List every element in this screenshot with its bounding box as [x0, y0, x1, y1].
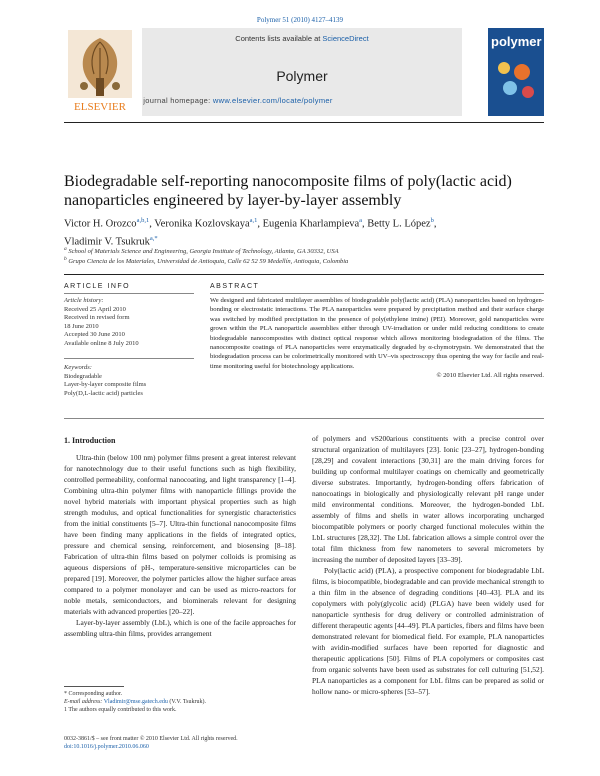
email-label: E-mail address:: [64, 699, 103, 705]
abstract-text: [210, 296, 544, 381]
author-sep: ,: [257, 218, 263, 230]
email-link[interactable]: Vladimir@mse.gatech.edu: [103, 699, 168, 705]
header-rule: [64, 122, 544, 123]
author-name: Victor H. Orozco: [64, 218, 137, 230]
abstract-body: We designed and fabricated multilayer assemblies of biodegradable poly(lactic acid) (PLA) nanoparticles based on hydrogen-bonding or electrostatic interactions. The PLA nanoparticles were prepared by precipitation method and their surface charge was switched by modified precipitation in the presence of poly(ethylene imine) (PEI). Moreover, gold nanoparticles were grown within the PLA nanoparticle assemblies either through UV-irradiation or under mild reducing conditions to create biodegradable nanocomposites with distinct optical response which allows monitoring biodegradation of the films. The nanocomposite coatings of PLA nanoparticles were enzymatically degraded by α-chymotrypsin. We demonstrated that the biodegradation process can be colorimetrically monitored with UV–vis spectroscopy thus opening the way for facile and real-time monitoring useful for biotechnology applications.: [210, 297, 544, 370]
journal-citation: Polymer 51 (2010) 4127–4139: [256, 16, 344, 24]
issn-line: 0032-3861/$ – see front matter © 2010 Elsevier Ltd. All rights reserved.: [64, 736, 238, 742]
author-name: Veronika Kozlovskaya: [154, 218, 250, 230]
author-name: Betty L. López: [367, 218, 431, 230]
paragraph: Layer-by-layer assembly (LbL), which is one of the facile approaches for assembling ultra-thin films, provides arrangement: [64, 618, 296, 638]
history-item: Received 25 April 2010: [64, 305, 126, 313]
footnote-rule: [64, 686, 124, 687]
article-history: [64, 297, 194, 349]
homepage-link[interactable]: www.elsevier.com/locate/polymer: [212, 96, 333, 105]
abstract-heading: ABSTRACT: [210, 283, 260, 290]
article-info-rule: [64, 293, 194, 294]
footnotes: [64, 690, 294, 714]
journal-name: Polymer: [276, 68, 328, 84]
affiliation-text: Grupo Ciencia de los Materiales, Universidad de Antioquia, Calle 62 52 59 Medellín, Antioquia, Colombia: [68, 258, 349, 266]
keywords-label: Keywords:: [64, 364, 92, 371]
author-sup[interactable]: b: [430, 217, 434, 224]
journal-cover: [488, 28, 544, 116]
right-column: [312, 433, 544, 697]
contents-line: [142, 34, 462, 43]
history-label: Article history:: [64, 297, 104, 304]
cover-title: polymer: [491, 34, 542, 49]
author-sep: ,: [149, 218, 155, 230]
affiliation: [64, 246, 544, 255]
history-item: Received in revised form: [64, 314, 130, 322]
homepage-line: [78, 96, 398, 105]
history-item: Available online 8 July 2010: [64, 339, 139, 347]
article-info-heading: ARTICLE INFO: [64, 283, 131, 290]
paragraph: Ultra-thin (below 100 nm) polymer films present a great interest relevant for nanotechnology due to their useful functions such as high flexibility, controlled permeability, conformal nanocoating, and light transparency [1–4]. Combining ultra-thin polymer films with nanoparticle fillings provide the novel hybrid materials with important physical properties such as high strength modulus, and optical functionalities for synergistic characteristics from the initial constituents [5–7]. Ultra-thin functional nanocomposite films have been finding many applications in the fields of integrated optics, pressure and chemical sensing, reinforcement, and biosensing [8–18]. Fabrication of ultra-thin films based on polymer colloids is promising as aqueous dispersions of pH-, temperature-sensitive microparticles can be prepared [19]. Moreover, the polymer particles allow the higher surface areas compared to a polymer monolayer and can be used as micro-reactors for noble metals, semiconductors, and biominerals relevant for designing materials with advanced properties [20–22].: [64, 453, 296, 616]
author-list: [64, 214, 544, 249]
author-sup[interactable]: a,1: [249, 217, 258, 224]
keywords-block: [64, 364, 194, 398]
author-sep: ,: [362, 218, 368, 230]
author-sup[interactable]: a: [359, 217, 363, 224]
affiliation-rule: [64, 274, 544, 275]
corresponding-note: * Corresponding author.: [64, 691, 123, 697]
history-item: Accepted 30 June 2010: [64, 331, 125, 339]
doi-link[interactable]: doi:10.1016/j.polymer.2010.06.060: [64, 744, 149, 750]
section-heading: 1. Introduction: [64, 436, 116, 445]
abstract-rule: [210, 293, 544, 294]
author-name: Vladimir V. Tsukruk: [64, 236, 150, 247]
keyword: Biodegradable: [64, 372, 102, 380]
sciencedirect-link[interactable]: ScienceDirect: [322, 34, 369, 43]
author-name: Eugenia Kharlampieva: [262, 218, 360, 230]
elsevier-logo-text: ELSEVIER: [74, 101, 126, 113]
paragraph: of polymers and vS200arious constituents with a precise control over structural organization of multilayers [23]. Ionic [23–27], hydrogen-bonding [28,29] and covalent interactions [30,31] are the main driving forces for building up conformal multilayer coatings on chemically and geometrically diverse substrates. Importantly, hydrogen-bonding offers fabrication of nanocoatings in biologically and physiologically relevant pH range under mild environmental conditions. Moreover, the hydrogen-bonded LbL assembly of films and shells in water allows incorporating uncharged biocompatible polymers or poorly charged functional molecules within the LbL structures [28,32]. The LbL fabrication allows a simple control over the total film thickness from few nanometers to several micrometers by increasing the number of deposited layers [33–39].: [312, 434, 544, 564]
paragraph: Poly(lactic acid) (PLA), a prospective component for biodegradable LbL films, is biocompatible, biodegradable and can provide mechanical strength to a thin film in the absence of degrading conditions [40–43]. PLA and its copolymers with poly(glycolic acid) (PLGA) have been widely used for nanoparticle synthesis for drug delivery or controlled administration of different therapeutic agents [44–49]. PLA particles, fibers and films have been demonstrated relevant for biomedical field. For example, PLA nanoparticles with avidin-modified surfaces have been reported for diagnostic and therapeutic applications [50]. Films of PLA copolymers or composites cast from organic solvents have been used as substrates for cell culturing [51,52]. PLA nanoparticles as a component for LbL films can be prepared as solid or hollow nano- or micro-spheres [53–57].: [312, 566, 544, 696]
affiliation-text: School of Materials Science and Engineering, Georgia Institute of Technology, Atlanta, GA 30332, USA: [68, 248, 339, 256]
article-title: Biodegradable self-reporting nanocomposite films of poly(lactic acid) nanoparticles engineered by layer-by-layer assembly: [64, 173, 512, 209]
cover-graphic-icon: [494, 58, 538, 102]
abstract-copyright: © 2010 Elsevier Ltd. All rights reserved.: [436, 372, 544, 380]
keyword: Poly(D,L-lactic acid) particles: [64, 389, 143, 397]
equal-contribution-note: 1 The authors equally contributed to this work.: [64, 707, 177, 713]
left-column: [64, 452, 296, 639]
history-item: 18 June 2010: [64, 322, 99, 330]
email-note: [64, 698, 294, 706]
keyword: Layer-by-layer composite films: [64, 381, 147, 389]
affiliation-sup: b: [64, 256, 67, 262]
keywords-rule: [64, 358, 194, 359]
affiliation: [64, 256, 544, 265]
affiliation-sup: a: [64, 246, 67, 252]
author-sup[interactable]: a,*: [149, 234, 158, 242]
bottom-meta: [64, 735, 324, 751]
contents-prefix: Contents lists available at: [235, 34, 323, 43]
body-rule: [64, 418, 544, 419]
homepage-prefix: journal homepage:: [143, 96, 213, 105]
author-sep: ,: [433, 218, 437, 230]
email-suffix: (V.V. Tsukruk).: [167, 699, 206, 705]
author-sup[interactable]: a,b,1: [136, 217, 150, 224]
